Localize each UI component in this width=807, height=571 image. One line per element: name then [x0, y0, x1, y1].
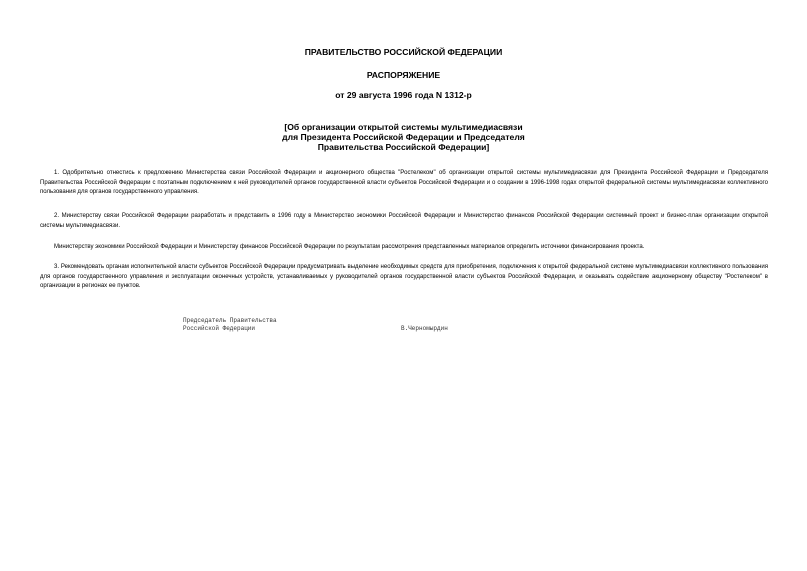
subject-line-2: для Президента Российской Федерации и Председателя	[282, 132, 525, 142]
document-date: от 29 августа 1996 года N 1312-р	[335, 90, 472, 100]
paragraph-4: 3. Рекомендовать органам исполнительной власти субъектов Российской Федерации предусматривать выделение необходимых средств для приобретения, подключения к открытой федеральной системе мультимедиасвязи коллективного пользования для органов государственного управления и эксплуатации оконечных устройств, устанавливаемых у руководителей органов государственной власти субъектов Российской Федерации, и оказывать содействие акционерному обществу "Ростелеком" в организации в регионах ее пунктов.	[40, 264, 768, 290]
paragraph-3: Министерству экономики Российской Федерации и Министерству финансов Российской Федерации по результатам рассмотрения представленных материалов определить источники финансирования проекта.	[54, 244, 645, 250]
issuing-authority: ПРАВИТЕЛЬСТВО РОССИЙСКОЙ ФЕДЕРАЦИИ	[304, 47, 503, 57]
document-type: РАСПОРЯЖЕНИЕ	[366, 70, 441, 80]
signatory-position-line-1: Председатель Правительства	[183, 317, 277, 324]
subject-line-1: [Об организации открытой системы мультимедиасвязи	[284, 122, 523, 132]
subject-line-3: Правительства Российской Федерации]	[317, 142, 490, 152]
signatory-position-line-2: Российской Федерации	[183, 325, 256, 332]
paragraph-1: 1. Одобрительно отнестись к предложению Министерства связи Российской Федерации и акционерного общества "Ростелеком" об организации открытой системы мультимедиасвязи для Президента Российской Федерации и Председателя Правительства Российской Федерации с поэтапным подключением к ней руководителей органов государственной власти субъектов Российской Федерации и о создании в 1996-1998 годах открытой федеральной системы мультимедиасвязи коллективного пользования для органов государственного управления.	[40, 170, 768, 196]
paragraph-2: 2. Министерству связи Российской Федерации разработать и представить в 1996 году в Министерство экономики Российской Федерации и Министерство финансов Российской Федерации системный проект и бизнес-план организации открытой системы мультимедиасвязи.	[40, 213, 768, 229]
signatory-name: В.Черномырдин	[401, 325, 448, 332]
document-subject	[0, 122, 807, 152]
